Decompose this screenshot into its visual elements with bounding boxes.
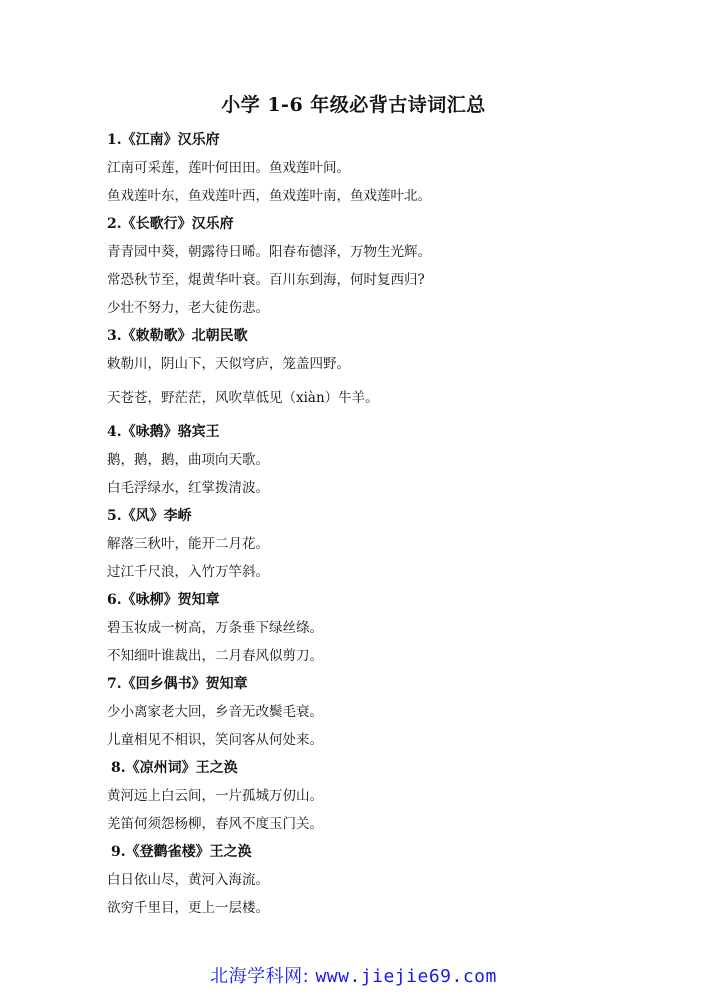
poem-line: 白日依山尽，黄河入海流。 [107, 872, 269, 888]
poem-heading: 2.《长歌行》汉乐府 [107, 216, 234, 232]
poem-heading: 9.《登鹳雀楼》王之涣 [111, 844, 252, 860]
poem-line: 欲穷千里目，更上一层楼。 [107, 900, 269, 916]
poem-3 [107, 322, 667, 418]
poem-line: 少小离家老大回，乡音无改鬓毛衰。 [107, 704, 323, 720]
poem-heading: 1.《江南》汉乐府 [107, 132, 220, 148]
poem-line: 常恐秋节至，焜黄华叶衰。百川东到海，何时复西归? [107, 272, 425, 288]
poem-1 [107, 126, 667, 210]
poem-line: 白毛浮绿水，红掌拨清波。 [107, 480, 269, 496]
poem-heading: 5.《风》李峤 [107, 508, 192, 524]
poem-line: 碧玉妆成一树高，万条垂下绿丝绦。 [107, 620, 323, 636]
poem-line: 解落三秋叶，能开二月花。 [107, 536, 269, 552]
poem-9 [107, 838, 667, 922]
footer-url-link[interactable]: www.jiejie69.com [315, 966, 497, 987]
poem-list [107, 126, 667, 922]
poem-line: 黄河远上白云间，一片孤城万仞山。 [107, 788, 323, 804]
poem-heading: 3.《敕勒歌》北朝民歌 [107, 328, 248, 344]
poem-line: 鱼戏莲叶东，鱼戏莲叶西，鱼戏莲叶南，鱼戏莲叶北。 [107, 188, 431, 204]
poem-heading: 6.《咏柳》贺知章 [107, 592, 220, 608]
poem-line: 青青园中葵，朝露待日晞。阳春布德泽，万物生光辉。 [107, 244, 431, 260]
poem-7 [107, 670, 667, 754]
poem-line: 敕勒川，阴山下，天似穹庐，笼盖四野。 [107, 356, 350, 372]
poem-heading: 7.《回乡偶书》贺知章 [107, 676, 248, 692]
poem-line: 儿童相见不相识，笑问客从何处来。 [107, 732, 323, 748]
poem-line: 不知细叶谁裁出，二月春风似剪刀。 [107, 648, 323, 664]
poem-line: 过江千尺浪，入竹万竿斜。 [107, 564, 269, 580]
poem-line: 羌笛何须怨杨柳，春风不度玉门关。 [107, 816, 323, 832]
poem-heading: 8.《凉州词》王之涣 [111, 760, 238, 776]
poem-line: 江南可采莲，莲叶何田田。鱼戏莲叶间。 [107, 160, 350, 176]
poem-heading: 4.《咏鹅》骆宾王 [107, 424, 220, 440]
poem-line: 鹅，鹅，鹅，曲项向天歌。 [107, 452, 269, 468]
poem-6 [107, 586, 667, 670]
poem-line: 少壮不努力，老大徒伤悲。 [107, 300, 269, 316]
poem-line: 天苍苍，野茫茫，风吹草低见（xiàn）牛羊。 [107, 390, 379, 406]
footer-label: 北海学科网: [210, 966, 316, 987]
poem-4 [107, 418, 667, 502]
poem-8 [107, 754, 667, 838]
footer-watermark [0, 962, 707, 988]
poem-5 [107, 502, 667, 586]
page-title: 小学 1-6 年级必背古诗词汇总 [221, 94, 486, 116]
poem-2 [107, 210, 667, 322]
